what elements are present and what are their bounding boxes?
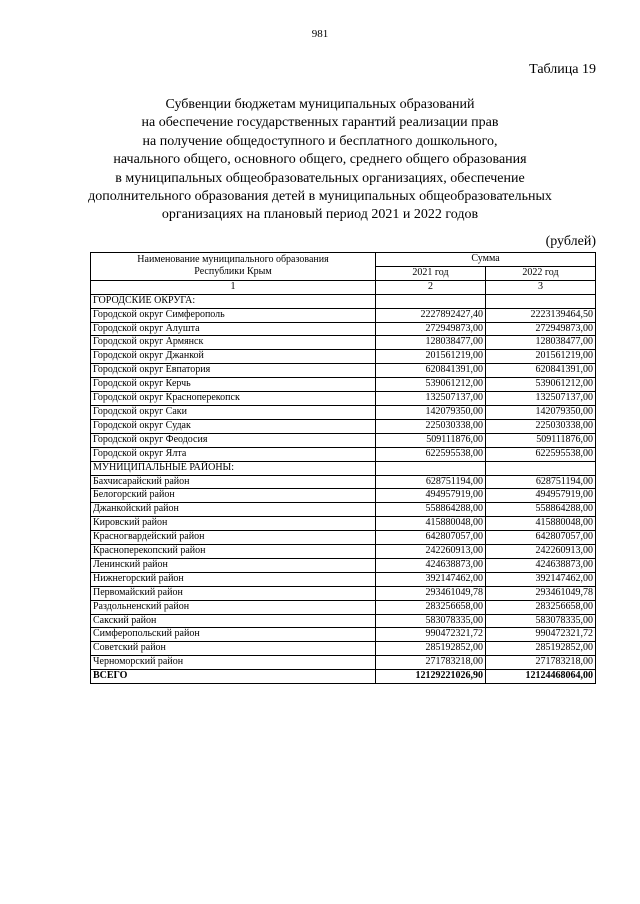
title-line: в муниципальных общеобразовательных организациях, обеспечение — [115, 170, 525, 186]
table-row — [91, 503, 596, 517]
row-name-cell: Ленинский район — [91, 558, 376, 572]
row-value-2022: 558864288,00 — [486, 503, 596, 517]
row-value-2022: 509111876,00 — [486, 433, 596, 447]
row-value-2021: 283256658,00 — [376, 600, 486, 614]
row-value-2022: 628751194,00 — [486, 475, 596, 489]
table-row — [91, 545, 596, 559]
row-value-2022: 642807057,00 — [486, 531, 596, 545]
table-row — [91, 628, 596, 642]
row-value-2022: 583078335,00 — [486, 614, 596, 628]
row-name-cell: Городской округ Судак — [91, 419, 376, 433]
row-value-2021: 2227892427,40 — [376, 308, 486, 322]
row-value-2022: 201561219,00 — [486, 350, 596, 364]
row-name-cell: Первомайский район — [91, 586, 376, 600]
page-number: 981 — [311, 28, 329, 40]
row-value-2022 — [486, 294, 596, 308]
row-value-2021: 142079350,00 — [376, 405, 486, 419]
row-value-2022: 242260913,00 — [486, 545, 596, 559]
table-row — [91, 378, 596, 392]
header-year-2021: 2021 год — [376, 266, 486, 280]
row-name-cell: Городской округ Саки — [91, 405, 376, 419]
row-value-2021: 271783218,00 — [376, 656, 486, 670]
row-value-2021: 201561219,00 — [376, 350, 486, 364]
row-name-cell: Городской округ Евпатория — [91, 364, 376, 378]
title-line: на получение общедоступного и бесплатного дошкольного, — [142, 133, 498, 149]
row-value-2022: 285192852,00 — [486, 642, 596, 656]
row-value-2021: 128038477,00 — [376, 336, 486, 350]
title-line: Субвенции бюджетам муниципальных образований — [165, 97, 475, 112]
row-name-cell: Городской округ Керчь — [91, 378, 376, 392]
row-value-2022: 293461049,78 — [486, 586, 596, 600]
row-value-2021: 415880048,00 — [376, 517, 486, 531]
row-name-cell: Красноперекопский район — [91, 545, 376, 559]
row-value-2022: 128038477,00 — [486, 336, 596, 350]
row-value-2021: 293461049,78 — [376, 586, 486, 600]
row-name-cell: Городской округ Джанкой — [91, 350, 376, 364]
row-value-2021: 539061212,00 — [376, 378, 486, 392]
table-row — [91, 531, 596, 545]
row-name-cell: Городской округ Армянск — [91, 336, 376, 350]
row-value-2021: 558864288,00 — [376, 503, 486, 517]
index-cell: 1 — [91, 280, 376, 294]
table-row — [91, 364, 596, 378]
table-row — [91, 419, 596, 433]
table-row — [91, 558, 596, 572]
title-line: организациях на плановый период 2021 и 2022 годов — [161, 207, 479, 223]
row-name-cell: Белогорский район — [91, 489, 376, 503]
header-sum: Сумма — [376, 253, 596, 267]
table-label: Таблица 19 — [529, 62, 596, 77]
units-label: (рублей) — [545, 234, 596, 249]
table-row — [91, 433, 596, 447]
table-row — [91, 308, 596, 322]
row-value-2022: 424638873,00 — [486, 558, 596, 572]
row-value-2021 — [376, 461, 486, 475]
row-value-2022: 539061212,00 — [486, 378, 596, 392]
table-row — [91, 294, 596, 308]
row-value-2021: 509111876,00 — [376, 433, 486, 447]
row-value-2021: 622595538,00 — [376, 447, 486, 461]
header-name-line1: Наименование муниципального образования — [137, 253, 329, 265]
row-value-2022: 620841391,00 — [486, 364, 596, 378]
row-value-2021: 990472321,72 — [376, 628, 486, 642]
index-cell: 3 — [486, 280, 596, 294]
row-value-2021: 642807057,00 — [376, 531, 486, 545]
header-name-line2: Республики Крым — [194, 266, 272, 278]
row-value-2021: 583078335,00 — [376, 614, 486, 628]
row-value-2022: 225030338,00 — [486, 419, 596, 433]
row-name-cell: Черноморский район — [91, 656, 376, 670]
header-year-2022: 2022 год — [486, 266, 596, 280]
row-value-2021: 494957919,00 — [376, 489, 486, 503]
document-title — [60, 96, 580, 225]
row-name-cell: МУНИЦИПАЛЬНЫЕ РАЙОНЫ: — [91, 461, 376, 475]
row-value-2021 — [376, 294, 486, 308]
row-value-2022: 622595538,00 — [486, 447, 596, 461]
row-value-2021: 272949873,00 — [376, 322, 486, 336]
table-row — [91, 322, 596, 336]
row-value-2022: 494957919,00 — [486, 489, 596, 503]
row-value-2022: 272949873,00 — [486, 322, 596, 336]
total-label: ВСЕГО — [91, 670, 376, 684]
row-name-cell: Бахчисарайский район — [91, 475, 376, 489]
table-row — [91, 489, 596, 503]
row-name-cell: Джанкойский район — [91, 503, 376, 517]
row-value-2021: 285192852,00 — [376, 642, 486, 656]
row-value-2022: 271783218,00 — [486, 656, 596, 670]
header-name — [91, 253, 376, 281]
row-value-2021: 225030338,00 — [376, 419, 486, 433]
row-value-2022: 990472321,72 — [486, 628, 596, 642]
row-value-2021: 132507137,00 — [376, 392, 486, 406]
row-value-2022: 392147462,00 — [486, 572, 596, 586]
table-row — [91, 447, 596, 461]
row-name-cell: Раздольненский район — [91, 600, 376, 614]
table-row — [91, 572, 596, 586]
row-value-2022: 415880048,00 — [486, 517, 596, 531]
row-name-cell: ГОРОДСКИЕ ОКРУГА: — [91, 294, 376, 308]
row-name-cell: Кировский район — [91, 517, 376, 531]
row-value-2021: 392147462,00 — [376, 572, 486, 586]
row-value-2022 — [486, 461, 596, 475]
table-row — [91, 642, 596, 656]
row-value-2021: 424638873,00 — [376, 558, 486, 572]
row-name-cell: Городской округ Ялта — [91, 447, 376, 461]
row-value-2022: 142079350,00 — [486, 405, 596, 419]
table-row — [91, 392, 596, 406]
row-value-2021: 620841391,00 — [376, 364, 486, 378]
row-value-2021: 242260913,00 — [376, 545, 486, 559]
index-cell: 2 — [376, 280, 486, 294]
table-row — [91, 350, 596, 364]
title-line: начального общего, основного общего, среднего общего образования — [113, 152, 527, 168]
row-name-cell: Советский район — [91, 642, 376, 656]
row-value-2022: 2223139464,50 — [486, 308, 596, 322]
title-line: дополнительного образования детей в муниципальных общеобразовательных — [88, 189, 552, 205]
subvention-table — [90, 252, 596, 684]
row-value-2022: 132507137,00 — [486, 392, 596, 406]
table-row — [91, 461, 596, 475]
row-name-cell: Городской округ Феодосия — [91, 433, 376, 447]
row-value-2021: 628751194,00 — [376, 475, 486, 489]
row-name-cell: Нижнегорский район — [91, 572, 376, 586]
table-body — [91, 294, 596, 669]
total-2022: 12124468064,00 — [486, 670, 596, 684]
table-row — [91, 475, 596, 489]
total-2021: 12129221026,90 — [376, 670, 486, 684]
row-name-cell: Сакский район — [91, 614, 376, 628]
row-name-cell: Красногвардейский район — [91, 531, 376, 545]
table-row — [91, 600, 596, 614]
row-name-cell: Городской округ Алушта — [91, 322, 376, 336]
table-row — [91, 614, 596, 628]
row-name-cell: Городской округ Красноперекопск — [91, 392, 376, 406]
table-row — [91, 656, 596, 670]
table-row — [91, 336, 596, 350]
row-value-2022: 283256658,00 — [486, 600, 596, 614]
table-row — [91, 586, 596, 600]
table-row — [91, 517, 596, 531]
table-row — [91, 405, 596, 419]
total-row — [91, 670, 596, 684]
title-line: на обеспечение государственных гарантий реализации прав — [141, 115, 499, 131]
row-name-cell: Симферопольский район — [91, 628, 376, 642]
row-name-cell: Городской округ Симферополь — [91, 308, 376, 322]
